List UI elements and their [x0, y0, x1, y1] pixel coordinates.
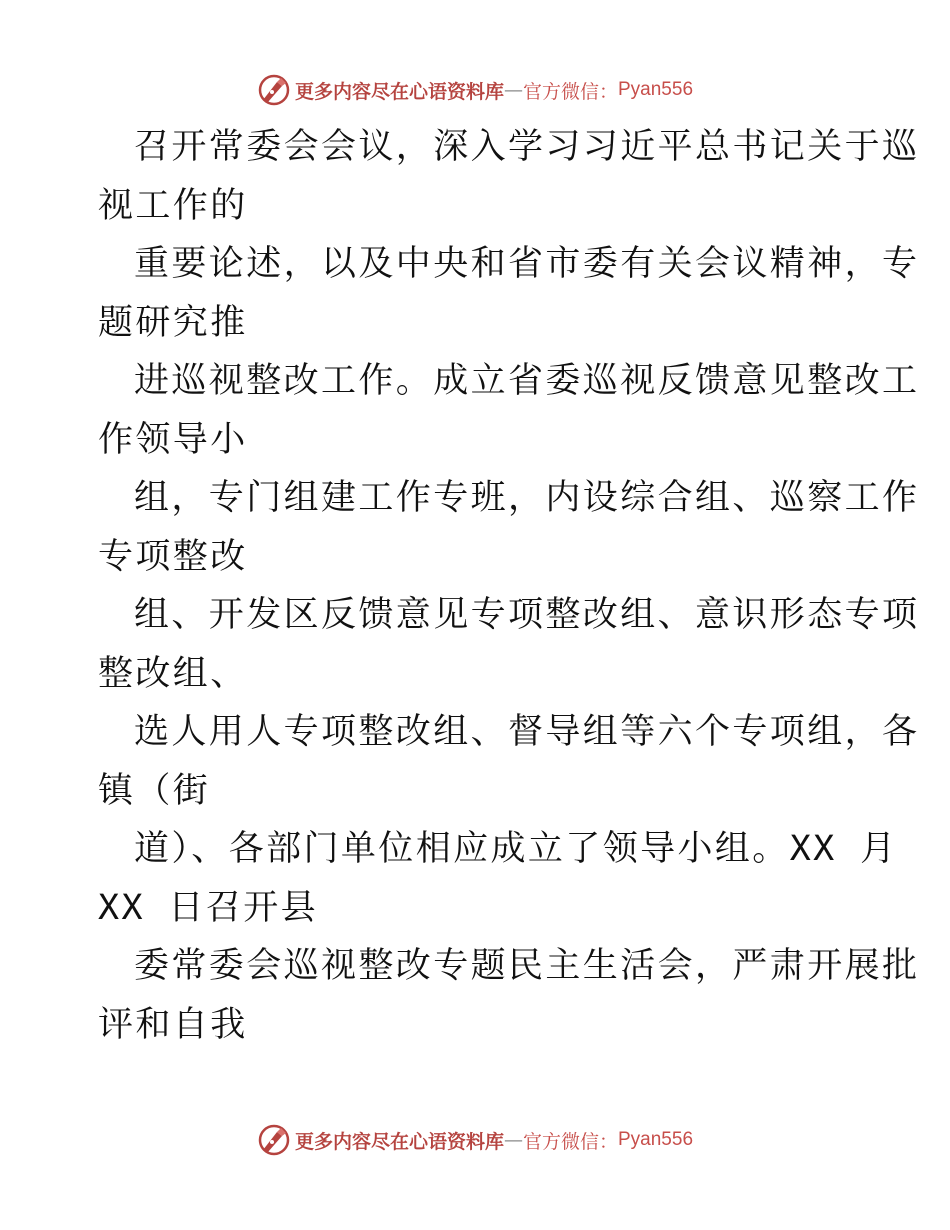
- banner-wechat-label: 官方微信：: [522, 80, 618, 103]
- text-line: 镇（街: [98, 770, 211, 811]
- text-line: 选人用人专项整改组、督导组等六个专项组，各: [134, 712, 920, 752]
- text-line: 组、开发区反馈意见专项整改组、意识形态专项: [134, 595, 920, 635]
- banner-wechat-id: Pyan556: [618, 1129, 694, 1150]
- banner-slogan: 更多内容尽在心语资料库: [294, 80, 504, 103]
- text-line: 视工作的: [98, 185, 248, 226]
- header-banner: [0, 72, 950, 108]
- text-line: 进巡视整改工作。成立省委巡视反馈意见整改工: [134, 361, 920, 401]
- pen-nib-logo-icon: [257, 73, 291, 107]
- text-line: 题研究推: [98, 302, 248, 343]
- banner-wechat-label: 官方微信：: [522, 1130, 618, 1153]
- text-line: 评和自我: [98, 1004, 248, 1045]
- document-body: [98, 118, 920, 1054]
- text-line: 组，专门组建工作专班，内设综合组、巡察工作: [134, 478, 920, 518]
- text-line: 专项整改: [98, 536, 248, 577]
- text-line: 道）、各部门单位相应成立了领导小组。XX 月: [134, 829, 898, 869]
- footer-banner: [0, 1122, 950, 1158]
- banner-slogan: 更多内容尽在心语资料库: [294, 1130, 504, 1153]
- pen-nib-logo-icon: [257, 1123, 291, 1157]
- banner-separator: —: [503, 79, 523, 101]
- text-line: 召开常委会会议，深入学习习近平总书记关于巡: [134, 127, 920, 167]
- banner-wechat-id: Pyan556: [618, 79, 694, 100]
- text-line: XX 日召开县: [98, 887, 319, 928]
- text-line: 委常委会巡视整改专题民主生活会，严肃开展批: [134, 946, 920, 986]
- text-line: 作领导小: [98, 419, 248, 460]
- banner-separator: —: [503, 1129, 523, 1151]
- text-line: 整改组、: [98, 653, 248, 694]
- text-line: 重要论述，以及中央和省市委有关会议精神，专: [134, 244, 920, 284]
